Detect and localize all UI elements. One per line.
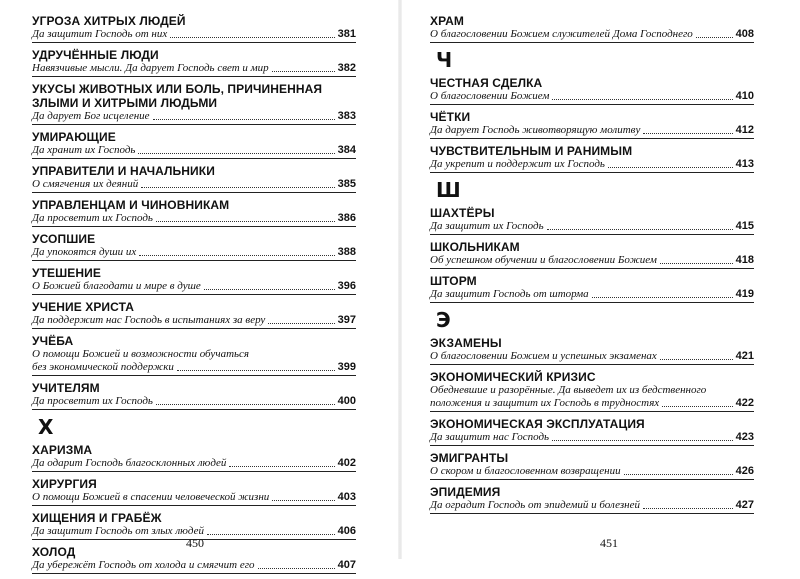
entry-description: О Божией благодати и мире в душе xyxy=(32,280,201,292)
entry-page-number: 412 xyxy=(735,124,754,136)
entry-heading: УДРУЧЁННЫЕ ЛЮДИ xyxy=(32,48,159,62)
dot-leader xyxy=(643,133,732,134)
entry-heading: ХОЛОД xyxy=(32,545,76,559)
entry-heading: ЭПИДЕМИЯ xyxy=(430,485,501,499)
entry-page-number: 402 xyxy=(337,457,356,469)
letter-heading-sh: Ш xyxy=(436,178,461,202)
entry-page-number: 407 xyxy=(337,559,356,571)
entry-description-row xyxy=(32,212,356,225)
entry-description: Да просветит их Господь xyxy=(32,212,153,224)
entry-description-row xyxy=(32,559,356,572)
entry-heading: ШТОРМ xyxy=(430,274,477,288)
entry-description: Об успешном обучении и благословении Божием xyxy=(430,254,657,266)
entry-heading: УСОПШИЕ xyxy=(32,232,96,246)
entry-description: О благословении Божием служителей Дома Господнего xyxy=(430,28,693,40)
entry-heading: УКУСЫ ЖИВОТНЫХ ИЛИ БОЛЬ, ПРИЧИНЕННАЯ ЗЛЫМИ И ХИТРЫМИ ЛЮДЬМИ xyxy=(32,82,323,110)
entry-description: Да защитит Господь от них xyxy=(32,28,168,40)
dot-leader xyxy=(207,534,335,535)
entry-description: Да укрепит и поддержит их Господь xyxy=(430,158,605,170)
dot-leader xyxy=(552,440,733,441)
entry-heading: УЧИТЕЛЯМ xyxy=(32,381,100,395)
entry-description: Обедневшие и разорённые. Да выведет их из бедственного xyxy=(430,384,707,396)
toc-entry xyxy=(32,381,356,410)
dot-leader xyxy=(624,474,733,475)
letter-heading-ch: Ч xyxy=(436,48,453,72)
toc-entry xyxy=(430,76,754,105)
entry-page-number: 410 xyxy=(735,90,754,102)
entry-description: Навязчивые мысли. Да дарует Господь свет и мир xyxy=(32,62,269,74)
entry-description-row xyxy=(32,28,356,41)
entry-heading: УГРОЗА ХИТРЫХ ЛЮДЕЙ xyxy=(32,14,186,28)
entry-description-row xyxy=(430,220,754,233)
dot-leader xyxy=(156,221,335,222)
toc-entry xyxy=(430,144,754,173)
entry-description-row xyxy=(32,457,356,470)
entry-heading: ЭКЗАМЕНЫ xyxy=(430,336,502,350)
left-column xyxy=(32,14,356,579)
entry-description-row xyxy=(32,178,356,191)
entry-page-number: 427 xyxy=(735,499,754,511)
right-entries-ch xyxy=(430,76,754,173)
right-entries-sh xyxy=(430,206,754,303)
entry-heading: ЧУВСТВИТЕЛЬНЫМ И РАНИМЫМ xyxy=(430,144,633,158)
entry-page-number: 383 xyxy=(337,110,356,122)
entry-page-number: 385 xyxy=(337,178,356,190)
entry-page-number: 406 xyxy=(337,525,356,537)
dot-leader xyxy=(660,263,733,264)
toc-entry xyxy=(32,334,356,376)
dot-leader xyxy=(153,119,335,120)
entry-description: Да убережёт Господь от холода и смягчит его xyxy=(32,559,255,571)
toc-entry xyxy=(32,130,356,159)
toc-entry xyxy=(32,48,356,77)
dot-leader xyxy=(156,404,335,405)
dot-leader xyxy=(272,71,335,72)
dot-leader xyxy=(552,99,732,100)
entry-description-row xyxy=(430,28,754,41)
entry-description: Да защитит Господь от шторма xyxy=(430,288,589,300)
entry-description: Да дарует Бог исцеление xyxy=(32,110,150,122)
dot-leader xyxy=(139,255,334,256)
entry-page-number: 381 xyxy=(337,28,356,40)
dot-leader xyxy=(272,500,334,501)
dot-leader xyxy=(177,370,335,371)
entry-description: Да поддержит нас Господь в испытаниях за веру xyxy=(32,314,266,326)
toc-entry xyxy=(32,14,356,43)
entry-description-row xyxy=(430,90,754,103)
dot-leader xyxy=(662,406,732,407)
entry-heading: ЧЁТКИ xyxy=(430,110,471,124)
dot-leader xyxy=(268,323,334,324)
entry-description: Да защитит Господь от злых людей xyxy=(32,525,204,537)
dot-leader xyxy=(141,187,334,188)
entry-page-number: 384 xyxy=(337,144,356,156)
entry-description: О благословении Божием xyxy=(430,90,550,102)
entry-heading: ШАХТЁРЫ xyxy=(430,206,495,220)
toc-entry xyxy=(430,485,754,514)
entry-description: Да одарит Господь благосклонных людей xyxy=(32,457,227,469)
entry-heading: УЧЕНИЕ ХРИСТА xyxy=(32,300,135,314)
entry-description: положения и защитит их Господь в трудностях xyxy=(430,397,660,409)
toc-entry xyxy=(430,206,754,235)
entry-description: О скором и благословенном возвращении xyxy=(430,465,621,477)
entry-page-number: 408 xyxy=(735,28,754,40)
entry-description: О помощи Божией и возможности обучаться xyxy=(32,348,250,360)
entry-page-number: 386 xyxy=(337,212,356,224)
entry-page-number: 426 xyxy=(735,465,754,477)
entry-heading: УЧЁБА xyxy=(32,334,74,348)
dot-leader xyxy=(170,37,334,38)
toc-entry xyxy=(430,370,754,412)
entry-heading: ХИЩЕНИЯ И ГРАБЁЖ xyxy=(32,511,162,525)
entry-page-number: 415 xyxy=(735,220,754,232)
entry-page-number: 388 xyxy=(337,246,356,258)
entry-description-row xyxy=(430,499,754,512)
entry-page-number: 421 xyxy=(735,350,754,362)
entry-description-row xyxy=(32,491,356,504)
entry-heading: УПРАВЛЕНЦАМ И ЧИНОВНИКАМ xyxy=(32,198,230,212)
entry-description-row xyxy=(430,384,754,397)
entry-description-row xyxy=(32,280,356,293)
entry-heading: ЭМИГРАНТЫ xyxy=(430,451,509,465)
toc-entry xyxy=(32,232,356,261)
dot-leader xyxy=(229,466,334,467)
entry-description-row xyxy=(32,361,356,374)
entry-heading: ХИРУРГИЯ xyxy=(32,477,97,491)
entry-page-number: 422 xyxy=(735,397,754,409)
entry-description-row xyxy=(32,314,356,327)
entry-page-number: 399 xyxy=(337,361,356,373)
toc-entry xyxy=(430,417,754,446)
entry-description-row xyxy=(430,254,754,267)
entry-description-row xyxy=(430,465,754,478)
toc-entry xyxy=(32,266,356,295)
dot-leader xyxy=(696,37,733,38)
toc-entry xyxy=(32,477,356,506)
dot-leader xyxy=(258,568,335,569)
left-entries-u xyxy=(32,14,356,410)
toc-entry xyxy=(32,82,356,125)
dot-leader xyxy=(547,229,733,230)
entry-description: Да просветит их Господь xyxy=(32,395,153,407)
letter-heading-kh: Х xyxy=(38,415,54,439)
entry-description-row xyxy=(32,348,356,361)
entry-description: без экономической поддержки xyxy=(32,361,174,373)
toc-entry xyxy=(32,300,356,329)
entry-page-number: 400 xyxy=(337,395,356,407)
dot-leader xyxy=(592,297,733,298)
right-page xyxy=(400,0,800,559)
entry-description: О смягчения их деяний xyxy=(32,178,139,190)
entry-description-row xyxy=(430,158,754,171)
dot-leader xyxy=(608,167,733,168)
right-entries-kh xyxy=(430,14,754,43)
entry-heading: ШКОЛЬНИКАМ xyxy=(430,240,520,254)
entry-description-row xyxy=(430,431,754,444)
entry-heading: ХРАМ xyxy=(430,14,465,28)
entry-heading: ЭКОНОМИЧЕСКАЯ ЭКСПЛУАТАЦИЯ xyxy=(430,417,645,431)
toc-entry xyxy=(32,198,356,227)
entry-heading: УМИРАЮЩИЕ xyxy=(32,130,116,144)
entry-page-number: 397 xyxy=(337,314,356,326)
entry-page-number: 418 xyxy=(735,254,754,266)
toc-entry xyxy=(430,451,754,480)
entry-page-number: 396 xyxy=(337,280,356,292)
page-number-right: 451 xyxy=(600,536,618,550)
entry-heading: УТЕШЕНИЕ xyxy=(32,266,101,280)
entry-description: Да защитит нас Господь xyxy=(430,431,550,443)
entry-description-row xyxy=(430,124,754,137)
entry-description: Да упокоятся души их xyxy=(32,246,137,258)
dot-leader xyxy=(204,289,335,290)
entry-description-row xyxy=(430,350,754,363)
toc-entry xyxy=(32,443,356,472)
entry-description: Да оградит Господь от эпидемий и болезней xyxy=(430,499,640,511)
entry-heading: ХАРИЗМА xyxy=(32,443,93,457)
dot-leader xyxy=(660,359,733,360)
entry-description: О благословении Божием и успешных экзаменах xyxy=(430,350,657,362)
letter-heading-e: Э xyxy=(436,308,451,332)
dot-leader xyxy=(138,153,334,154)
entry-description: О помощи Божией в спасении человеческой жизни xyxy=(32,491,270,503)
entry-heading: УПРАВИТЕЛИ И НАЧАЛЬНИКИ xyxy=(32,164,215,178)
toc-entry xyxy=(430,14,754,43)
right-column xyxy=(430,14,754,519)
entry-description-row xyxy=(430,288,754,301)
right-entries-e xyxy=(430,336,754,514)
entry-page-number: 413 xyxy=(735,158,754,170)
entry-description: Да защитит их Господь xyxy=(430,220,544,232)
entry-heading: ЧЕСТНАЯ СДЕЛКА xyxy=(430,76,543,90)
left-page xyxy=(0,0,400,571)
entry-description-row xyxy=(32,110,356,123)
entry-description-row xyxy=(32,62,356,75)
entry-page-number: 419 xyxy=(735,288,754,300)
left-entries-kh xyxy=(32,443,356,574)
entry-description-row xyxy=(430,397,754,410)
entry-page-number: 382 xyxy=(337,62,356,74)
toc-entry xyxy=(32,164,356,193)
page-number-left: 450 xyxy=(186,536,204,550)
toc-entry xyxy=(430,240,754,269)
entry-description-row xyxy=(32,395,356,408)
toc-entry xyxy=(430,110,754,139)
entry-page-number: 423 xyxy=(735,431,754,443)
toc-entry xyxy=(430,274,754,303)
entry-description-row xyxy=(32,246,356,259)
entry-description: Да дарует Господь животворящую молитву xyxy=(430,124,641,136)
dot-leader xyxy=(643,508,733,509)
entry-heading: ЭКОНОМИЧЕСКИЙ КРИЗИС xyxy=(430,370,596,384)
entry-description: Да хранит их Господь xyxy=(32,144,136,156)
toc-entry xyxy=(430,336,754,365)
entry-page-number: 403 xyxy=(337,491,356,503)
entry-description-row xyxy=(32,144,356,157)
